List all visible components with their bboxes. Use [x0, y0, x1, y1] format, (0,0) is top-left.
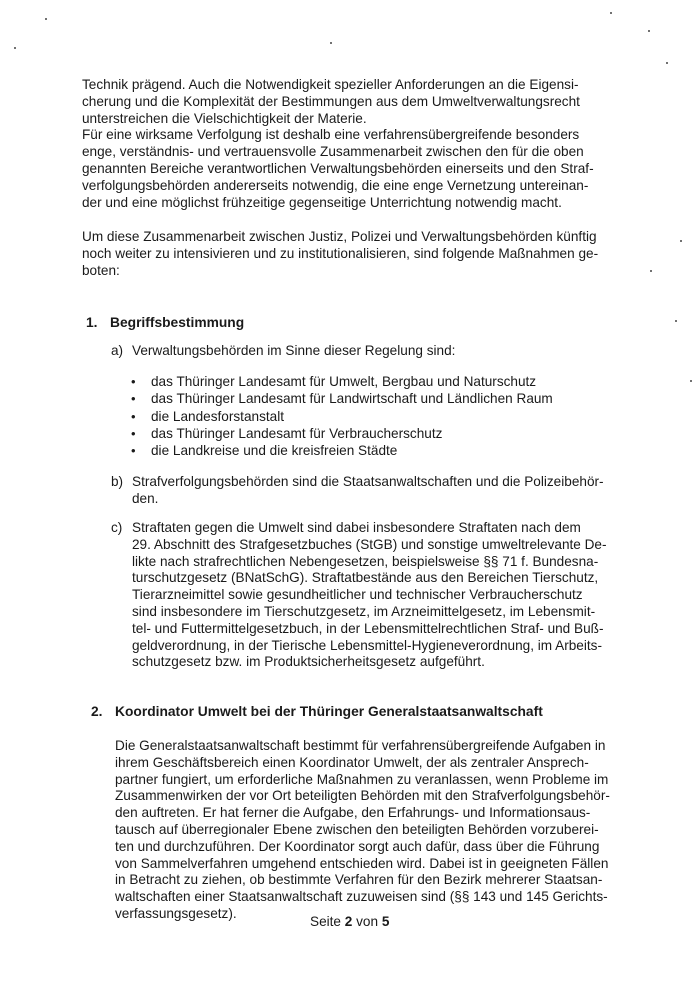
- text-line: den.: [132, 490, 159, 506]
- scan-artifact: [14, 47, 16, 49]
- item-label: c): [111, 520, 123, 535]
- item-label: a): [111, 343, 124, 358]
- text-line: Straftaten gegen die Umwelt sind dabei insbesondere Straftaten nach dem: [132, 520, 581, 535]
- page-label: Seite: [310, 914, 341, 929]
- text-line: Strafverfolgungsbehörden sind die Staatsanwaltschaften und die Polizeibehör-: [132, 474, 604, 489]
- item-label: b): [111, 474, 124, 489]
- text-line: boten:: [82, 262, 120, 278]
- scan-artifact: [45, 18, 47, 20]
- section-number: 2.: [91, 704, 103, 719]
- section-2-paragraph: [115, 738, 624, 923]
- text-line: schutzgesetz bzw. im Produktsicherheitsgesetz aufgeführt.: [132, 654, 485, 670]
- text-line: ihrem Geschäftsbereich einen Koordinator Umwelt, der als zentraler Ansprech-: [115, 754, 589, 770]
- section-2-heading: [91, 704, 543, 719]
- list-item: • die Landkreise und die kreisfreien Städte: [131, 442, 553, 459]
- text-line: sind insbesondere im Tierschutzgesetz, im Arzneimittelgesetz, im Lebensmit-: [132, 603, 596, 619]
- current-page: 2: [344, 914, 353, 929]
- text-line: turschutzgesetz (BNatSchG). Straftatbestände aus den Bereichen Tierschutz,: [132, 570, 599, 586]
- section-1-heading: [86, 315, 244, 330]
- text-line: von Sammelverfahren umgehend entschieden wird. Dabei ist in geeigneten Fällen: [115, 855, 609, 871]
- text-line: cherung und die Komplexität der Bestimmungen aus dem Umweltverwaltungsrecht: [82, 93, 580, 109]
- list-item: • das Thüringer Landesamt für Umwelt, Bergbau und Naturschutz: [131, 373, 553, 390]
- authorities-list: [131, 373, 553, 459]
- text-line: genannten Bereiche verantwortlichen Verwaltungsbehörden einerseits und den Straf-: [82, 160, 594, 176]
- text-line: partner fungiert, um erforderliche Maßnahmen zu veranlassen, wenn Probleme im: [115, 771, 609, 787]
- text-line: 29. Abschnitt des Strafgesetzbuches (StGB) und sonstige umweltrelevante De-: [132, 536, 607, 552]
- scan-artifact: [680, 240, 682, 242]
- text-line: unterstreichen die Vielschichtigkeit der Materie.: [82, 110, 367, 126]
- text-line: Zusammenwirken der vor Ort beteiligten Behörden mit den Strafverfolgungsbehör-: [115, 788, 610, 804]
- scan-artifact: [690, 380, 692, 382]
- definition-text: Verwaltungsbehörden im Sinne dieser Regelung sind:: [132, 343, 456, 358]
- text-line: tausch auf überregionaler Ebene zwischen den beteiligten Behörden vorzuberei-: [115, 821, 599, 837]
- section-title: Begriffsbestimmung: [110, 315, 245, 330]
- text-line: enge, verständnis- und vertrauensvolle Zusammenarbeit zwischen den für die oben: [82, 144, 584, 160]
- text-line: Um diese Zusammenarbeit zwischen Justiz, Polizei und Verwaltungsbehörden künftig: [82, 229, 597, 244]
- text-line: der und eine möglichst frühzeitige gegenseitige Unterrichtung notwendig macht.: [82, 194, 562, 210]
- scan-artifact: [675, 320, 677, 322]
- scan-artifact: [650, 270, 652, 272]
- intro-paragraph-1: [82, 77, 618, 211]
- intro-paragraph-2: [82, 229, 618, 279]
- text-line: den auftreten. Er hat ferner die Aufgabe, den Erfahrungs- und Informationsaus-: [115, 805, 591, 821]
- text-line: verfassungsgesetz).: [115, 905, 237, 921]
- page-number: [310, 914, 389, 929]
- scan-artifact: [648, 30, 650, 32]
- list-item: • das Thüringer Landesamt für Landwirtschaft und Ländlichen Raum: [131, 390, 553, 407]
- list-item: • die Landesforstanstalt: [131, 408, 553, 425]
- section-title: Koordinator Umwelt bei der Thüringer Generalstaatsanwaltschaft: [115, 704, 543, 719]
- text-line: waltschaften einer Staatsanwaltschaft zuzuweisen sind (§§ 143 und 145 Gerichts-: [115, 889, 608, 905]
- scan-artifact: [666, 62, 668, 64]
- definition-c: [111, 520, 621, 671]
- definition-b: [111, 474, 621, 508]
- page-of-label: von: [356, 914, 379, 929]
- scan-artifact: [330, 42, 332, 44]
- text-line: Technik prägend. Auch die Notwendigkeit spezieller Anforderungen an die Eigensi-: [82, 77, 579, 92]
- text-line: Für eine wirksame Verfolgung ist deshalb eine verfahrensübergreifende besonders: [82, 127, 580, 143]
- text-line: geldverordnung, in der Tierische Lebensmittel-Hygieneverordnung, im Arbeits-: [132, 637, 602, 653]
- text-line: Die Generalstaatsanwaltschaft bestimmt für verfahrensübergreifende Aufgaben in: [115, 738, 606, 753]
- list-item: • das Thüringer Landesamt für Verbraucherschutz: [131, 425, 553, 442]
- section-number: 1.: [86, 315, 98, 330]
- text-line: verfolgungsbehörden andererseits notwendig, die eine enge Vernetzung untereinan-: [82, 177, 589, 193]
- definition-a: [111, 343, 621, 360]
- text-line: in Betracht zu ziehen, ob bestimmte Verfahren für den Bezirk mehrerer Staatsan-: [115, 872, 603, 888]
- text-line: ten und durchzuführen. Der Koordinator sorgt auch dafür, dass über die Führung: [115, 838, 600, 854]
- text-line: tel- und Futtermittelgesetzbuch, in der Lebensmittelrechtlichen Straf- und Buß-: [132, 620, 604, 636]
- scan-artifact: [610, 12, 612, 14]
- total-pages: 5: [381, 914, 390, 929]
- text-line: noch weiter zu intensivieren und zu institutionalisieren, sind folgende Maßnahmen ge-: [82, 245, 599, 261]
- text-line: likte nach strafrechtlichen Nebengesetzen, beispielsweise §§ 71 f. Bundesna-: [132, 553, 599, 569]
- text-line: Tierarzneimittel sowie gesundheitlicher und technischer Verbraucherschutz: [132, 587, 583, 603]
